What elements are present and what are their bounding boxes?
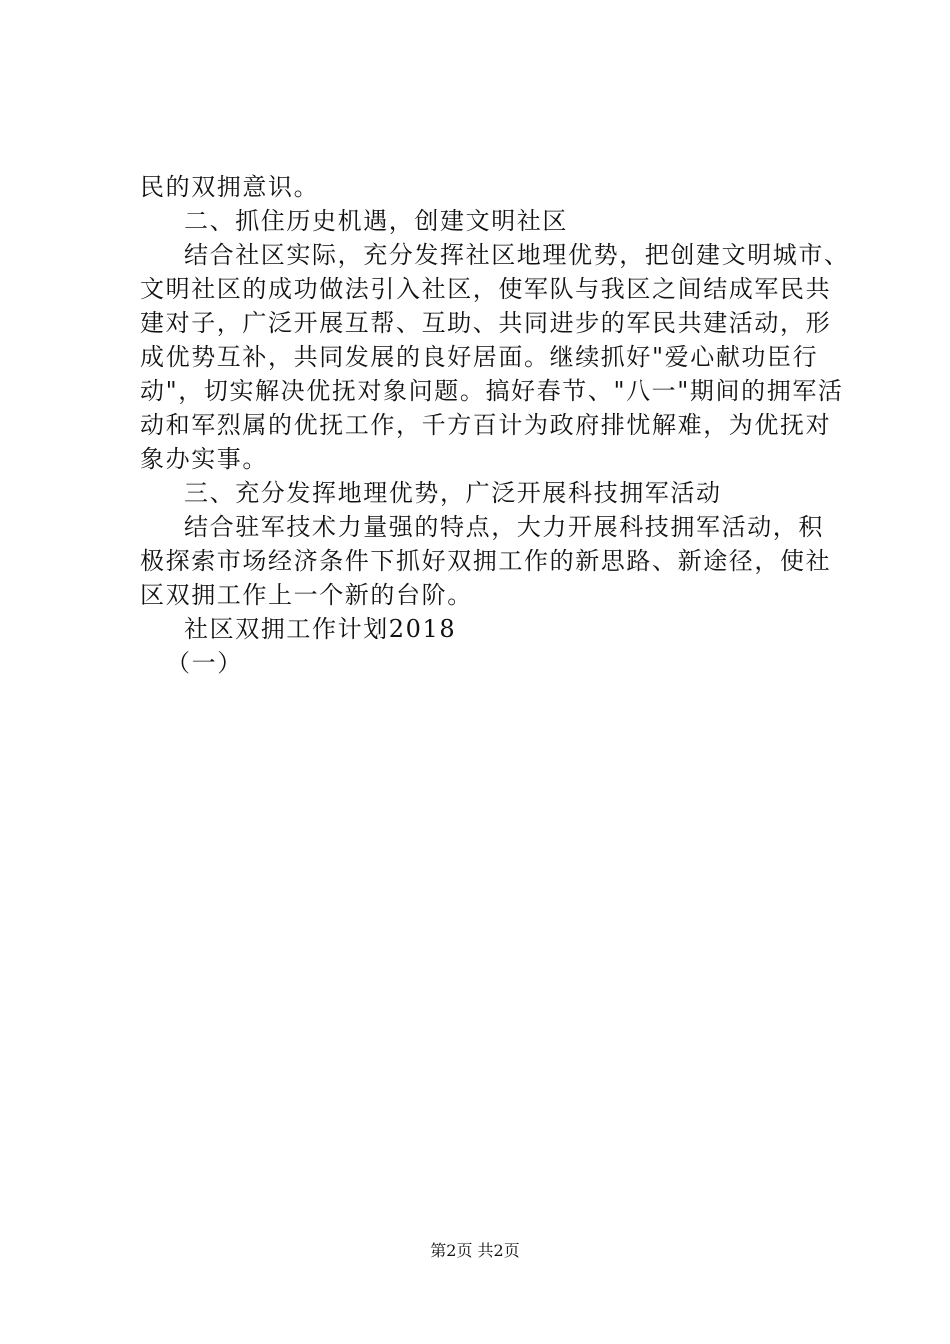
- paragraph-line: 象办实事。: [140, 445, 268, 473]
- section-heading: 二、抓住历史机遇，创建文明社区: [184, 207, 568, 235]
- section-number: （一）: [166, 649, 243, 677]
- paragraph-line: 文明社区的成功做法引入社区，使军队与我区之间结成军民共: [140, 275, 832, 303]
- page-footer: 第2页 共2页: [430, 1241, 520, 1260]
- paragraph-line: 成优势互补，共同发展的良好居面。继续抓好"爱心献功臣行: [140, 343, 819, 371]
- paragraph-line: 建对子，广泛开展互帮、互助、共同进步的军民共建活动，形: [140, 309, 832, 337]
- paragraph-line: 区双拥工作上一个新的台阶。: [140, 581, 473, 609]
- paragraph-line: 民的双拥意识。: [140, 173, 320, 201]
- section-heading: 三、充分发挥地理优势，广泛开展科技拥军活动: [184, 479, 722, 507]
- document-title-line: 社区双拥工作计划2018: [184, 615, 457, 643]
- paragraph-line: 动"，切实解决优抚对象问题。搞好春节、"八一"期间的拥军活: [140, 377, 844, 405]
- paragraph-line: 结合社区实际，充分发挥社区地理优势，把创建文明城市、: [184, 241, 850, 269]
- paragraph-line: 极探索市场经济条件下抓好双拥工作的新思路、新途径，使社: [140, 547, 832, 575]
- paragraph-line: 结合驻军技术力量强的特点，大力开展科技拥军活动，积: [184, 513, 824, 541]
- paragraph-line: 动和军烈属的优抚工作，千方百计为政府排忧解难，为优抚对: [140, 411, 832, 439]
